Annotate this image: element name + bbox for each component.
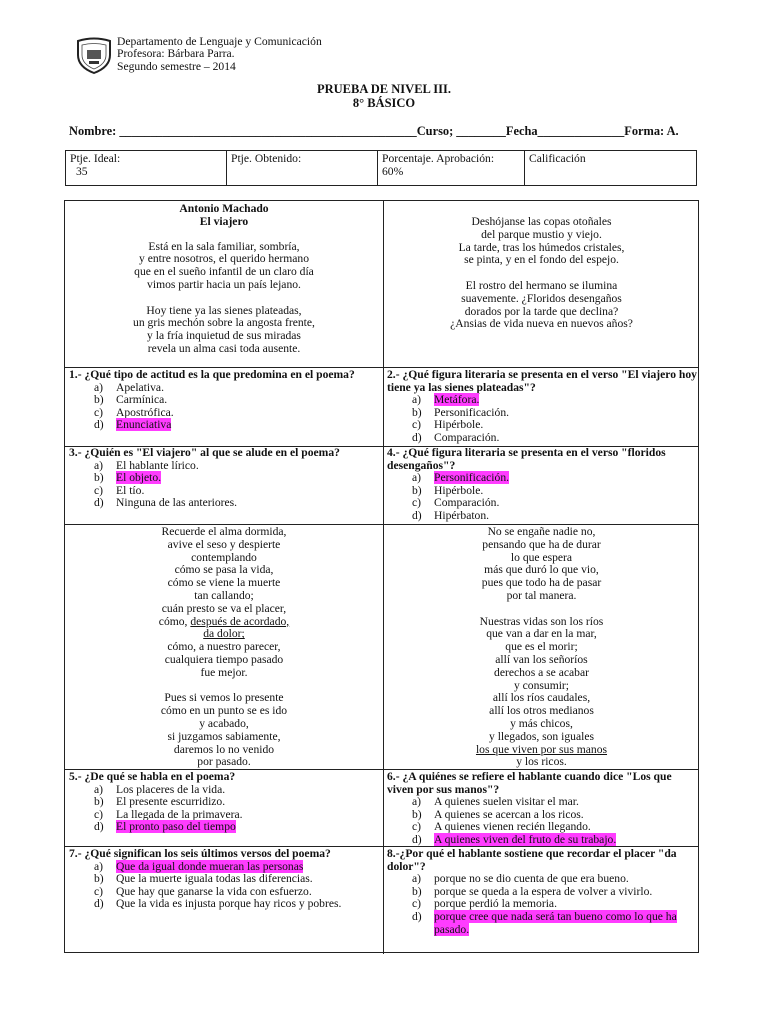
option-text: Que da igual donde mueran las personas <box>116 859 304 873</box>
approval-cell <box>378 151 525 186</box>
question-4 <box>387 447 697 523</box>
option-text: A quienes suelen visitar el mar. <box>434 795 579 809</box>
question-2-text: 2.- ¿Qué figura literaria se presenta en el verso "El viajero hoy tiene ya las sienes plateadas"? <box>387 368 697 394</box>
option-letter: a) <box>412 872 422 886</box>
option-letter: c) <box>412 820 422 834</box>
poem1-left-stanzas <box>65 241 383 356</box>
option-text: A quienes vienen recién llegando. <box>434 820 591 834</box>
option-text: El tío. <box>116 483 145 497</box>
poem1-right-line: dorados por la tarde que declina? <box>464 304 619 318</box>
poem2-right-line: allí van los señoríos <box>495 652 588 666</box>
poem2-left-line: cualquiera tiempo pasado <box>164 652 284 666</box>
option-letter: d) <box>94 897 104 911</box>
question-8 <box>387 848 697 936</box>
exam-title-line1: PRUEBA DE NIVEL III. <box>316 82 452 96</box>
option-letter: a) <box>94 782 104 796</box>
option-letter: a) <box>94 458 104 472</box>
teacher-line: Profesora: Bárbara Parra. <box>117 47 235 61</box>
question-7-options <box>69 861 379 911</box>
poem2-left-line: cómo en un punto se es ido <box>160 704 288 718</box>
option-letter: a) <box>412 471 422 485</box>
poem2-right-line: Nuestras vidas son los ríos <box>479 614 604 628</box>
score-table <box>65 150 697 186</box>
option-letter: c) <box>94 405 104 419</box>
question-7-option[interactable] <box>69 898 379 911</box>
poem1-left-line <box>65 292 383 305</box>
question-2-options <box>387 394 697 444</box>
option-text: Enunciativa <box>116 418 172 432</box>
poem2-left-line: avive el seso y despierte <box>167 537 281 551</box>
department-line: Departamento de Lenguaje y Comunicación <box>117 35 322 48</box>
question-7 <box>69 848 379 911</box>
poem2-right-line: pues que todo ha de pasar <box>481 576 602 590</box>
row-poem2 <box>65 524 698 525</box>
option-text: Carmínica. <box>116 393 168 407</box>
grade-label: Calificación <box>529 152 586 165</box>
question-3 <box>69 447 379 510</box>
poem1-right-line: del parque mustio y viejo. <box>481 227 602 241</box>
poem2-left-line: daremos lo no venido <box>173 742 275 756</box>
question-8-option[interactable] <box>387 911 697 936</box>
option-letter: c) <box>412 418 422 432</box>
poem2-left-line: Pues si vemos lo presente <box>164 691 284 705</box>
option-letter: d) <box>412 430 422 444</box>
ideal-score-value: 35 <box>76 165 88 178</box>
option-text: A quienes se acercan a los ricos. <box>434 807 584 821</box>
poem2-right-line: que es el morir; <box>505 640 578 654</box>
option-text: El objeto. <box>116 471 162 485</box>
option-letter: c) <box>94 884 104 898</box>
option-letter: a) <box>412 393 422 407</box>
question-6-text: 6.- ¿A quiénes se refiere el hablante cuando dice "Los que viven por sus manos"? <box>387 770 672 796</box>
poem2-left-line: por pasado. <box>197 755 251 769</box>
poem2-right-line: allí los ríos caudales, <box>492 691 591 705</box>
option-text: porque perdió la memoria. <box>434 897 557 911</box>
option-letter: d) <box>412 909 422 923</box>
question-1 <box>69 369 379 432</box>
option-text: Hipérbole. <box>434 418 484 432</box>
option-letter: c) <box>412 496 422 510</box>
option-letter: b) <box>94 872 104 886</box>
poem1-left <box>65 203 383 356</box>
poem2-right-line: más que duró lo que vio, <box>484 563 599 577</box>
option-letter: b) <box>412 405 422 419</box>
poem1-left-line: un gris mechón sobre la angosta frente, <box>133 316 315 330</box>
poem1-author: Antonio Machado <box>179 202 269 215</box>
question-1-option[interactable] <box>69 419 379 432</box>
question-4-text: 4.- ¿Qué figura literaria se presenta en el verso "floridos desengaños"? <box>387 446 666 472</box>
option-letter: b) <box>94 471 104 485</box>
approval-label: Porcentaje. Aprobación: <box>382 152 495 165</box>
option-text: Que la muerte iguala todas las diferencias. <box>116 872 313 886</box>
question-2 <box>387 369 697 445</box>
poem1-right <box>383 216 700 331</box>
option-text: El pronto paso del tiempo <box>116 820 236 834</box>
poem2-underlined-line-1: después de acordado, <box>190 614 290 628</box>
poem2-right-line: y más chicos, <box>510 716 573 730</box>
option-text: Que la vida es injusta porque hay ricos y pobres. <box>116 897 342 911</box>
option-text: Comparación. <box>434 430 500 444</box>
option-letter: a) <box>94 859 104 873</box>
obtained-score-label: Ptje. Obtenido: <box>231 152 302 165</box>
option-text: Personificación. <box>434 471 510 485</box>
option-text: El presente escurridizo. <box>116 795 226 809</box>
poem1-right-line: La tarde, tras los húmedos cristales, <box>458 240 625 254</box>
poem2-underlined-line-2: da dolor; <box>203 627 245 641</box>
poem2-left-line: cómo, a nuestro parecer, <box>167 640 281 654</box>
poem2-left <box>65 526 383 769</box>
poem1-right-line: se pinta, y en el fondo del espejo. <box>464 253 619 267</box>
obtained-score-cell[interactable] <box>227 151 378 186</box>
question-6-option[interactable] <box>387 834 697 847</box>
exam-title <box>0 82 768 110</box>
poem2-right-line: y llegados, son iguales <box>489 729 594 743</box>
option-text: Comparación. <box>434 496 500 510</box>
option-letter: d) <box>94 496 104 510</box>
poem2-left-part1 <box>65 526 383 616</box>
option-letter: d) <box>412 832 422 846</box>
option-text: La llegada de la primavera. <box>116 807 243 821</box>
poem2-right-line: que van a dar en la mar, <box>486 627 597 641</box>
option-letter: b) <box>412 884 422 898</box>
poem2-left-line: cuán presto se va el placer, <box>161 601 287 615</box>
question-6 <box>387 771 697 847</box>
option-letter: c) <box>412 897 422 911</box>
question-3-option[interactable] <box>69 497 379 510</box>
option-letter: c) <box>94 483 104 497</box>
poem1-left-line: Hoy tiene ya las sienes plateadas, <box>146 303 302 317</box>
option-text: El hablante lírico. <box>116 458 199 472</box>
poem2-left-part2 <box>65 641 383 769</box>
option-letter: c) <box>94 807 104 821</box>
poem2-right-line: derechos a se acabar <box>494 665 589 679</box>
question-6-options <box>387 796 697 846</box>
option-text: porque no se dio cuenta de que era bueno. <box>434 872 629 886</box>
option-letter: d) <box>94 418 104 432</box>
poem1-right-line: suavemente. ¿Floridos desengaños <box>461 291 622 305</box>
poem1-left-line: y la fría inquietud de sus miradas <box>147 329 301 343</box>
question-5 <box>69 771 379 834</box>
poem1-left-line: y entre nosotros, el querido hermano <box>139 252 309 266</box>
question-7-text: 7.- ¿Qué significan los seis últimos versos del poema? <box>69 847 331 860</box>
poem1-title: El viajero <box>199 214 249 228</box>
option-letter: b) <box>94 795 104 809</box>
question-1-options <box>69 382 379 432</box>
exam-title-line2: 8° BÁSICO <box>352 96 416 110</box>
option-text: porque cree que nada será tan bueno como lo que ha pasado. <box>434 909 677 936</box>
question-5-option[interactable] <box>69 821 379 834</box>
poem1-right-line: ¿Ansias de vida nueva en nuevos años? <box>450 317 633 331</box>
option-letter: b) <box>412 807 422 821</box>
option-letter: b) <box>412 483 422 497</box>
option-text: Ninguna de las anteriores. <box>116 496 238 510</box>
question-5-options <box>69 784 379 834</box>
poem1-left-line: vimos partir hacia un país lejano. <box>147 277 301 291</box>
poem2-left-line: cómo se viene la muerte <box>167 576 281 590</box>
poem2-right-line: allí los otros medianos <box>489 704 594 718</box>
question-2-option[interactable] <box>387 432 697 445</box>
option-letter: d) <box>412 508 422 522</box>
poem2-right-line: por tal manera. <box>506 588 577 602</box>
poem2-left-line: cómo se pasa la vida, <box>174 563 274 577</box>
question-4-option[interactable] <box>387 510 697 523</box>
poem2-right-line <box>383 603 700 616</box>
poem2-right <box>383 526 700 769</box>
option-text: Metáfora. <box>434 393 480 407</box>
poem2-underlined-line-3: los que viven por sus manos <box>475 742 608 756</box>
poem1-right-line: El rostro del hermano se ilumina <box>465 278 618 292</box>
option-text: Hipérbole. <box>434 483 484 497</box>
option-letter: a) <box>412 795 422 809</box>
question-3-options <box>69 460 379 510</box>
poem2-right-line: y consumir; <box>513 678 570 692</box>
exam-body <box>64 200 699 953</box>
option-text: A quienes viven del fruto de su trabajo. <box>434 832 617 846</box>
question-3-text: 3.- ¿Quién es "El viajero" al que se alude en el poema? <box>69 446 340 459</box>
poem2-left-line: fue mejor. <box>200 665 248 679</box>
poem2-right-line: lo que espera <box>510 550 573 564</box>
option-text: Apelativa. <box>116 380 164 394</box>
approval-value: 60% <box>382 165 404 178</box>
poem1-left-line: Está en la sala familiar, sombría, <box>148 239 300 253</box>
poem2-left-line: si juzgamos sabiamente, <box>167 729 281 743</box>
option-letter: a) <box>94 380 104 394</box>
option-text: Apostrófica. <box>116 405 174 419</box>
poem2-left-line: y acabado, <box>199 716 249 730</box>
ideal-score-cell <box>66 151 227 186</box>
grade-cell[interactable] <box>525 151 697 186</box>
student-fields[interactable]: Nombre: ________________________________________________Curso; ________Fecha______________Forma: A. <box>69 124 679 138</box>
header-info <box>117 36 322 73</box>
poem2-line-prefix: cómo, <box>158 614 191 628</box>
question-8-text: 8.-¿Por qué el hablante sostiene que recordar el placer "da dolor"? <box>387 847 677 873</box>
option-text: Los placeres de la vida. <box>116 782 226 796</box>
semester-line: Segundo semestre – 2014 <box>117 59 236 73</box>
school-crest-logo <box>74 37 114 75</box>
poem2-right-line: No se engañe nadie no, <box>487 525 596 538</box>
question-4-options <box>387 472 697 522</box>
option-letter: b) <box>94 393 104 407</box>
option-text: Hipérbaton. <box>434 508 490 522</box>
ideal-score-label: Ptje. Ideal: <box>70 152 121 165</box>
question-1-text: 1.- ¿Qué tipo de actitud es la que predomina en el poema? <box>69 368 355 381</box>
option-text: Que hay que ganarse la vida con esfuerzo. <box>116 884 312 898</box>
question-8-options <box>387 873 697 936</box>
option-letter: d) <box>94 820 104 834</box>
poem1-left-line: que en el sueño infantil de un claro día <box>134 265 314 279</box>
poem2-right-line: pensando que ha de durar <box>482 537 601 551</box>
poem1-left-line: revela un alma casi toda ausente. <box>147 341 301 355</box>
poem1-right-stanzas <box>383 216 700 331</box>
poem2-right-part1 <box>383 526 700 744</box>
option-text: Personificación. <box>434 405 510 419</box>
option-text: porque se queda a la espera de volver a vivirlo. <box>434 884 653 898</box>
poem2-left-line: contemplando <box>191 550 257 564</box>
poem1-right-line: Deshójanse las copas otoñales <box>471 215 612 228</box>
poem2-right-last-line: y los ricos. <box>516 755 567 769</box>
poem2-left-line: tan callando; <box>194 588 254 602</box>
poem2-left-line: Recuerde el alma dormida, <box>161 525 287 538</box>
question-5-text: 5.- ¿De qué se habla en el poema? <box>69 770 236 783</box>
